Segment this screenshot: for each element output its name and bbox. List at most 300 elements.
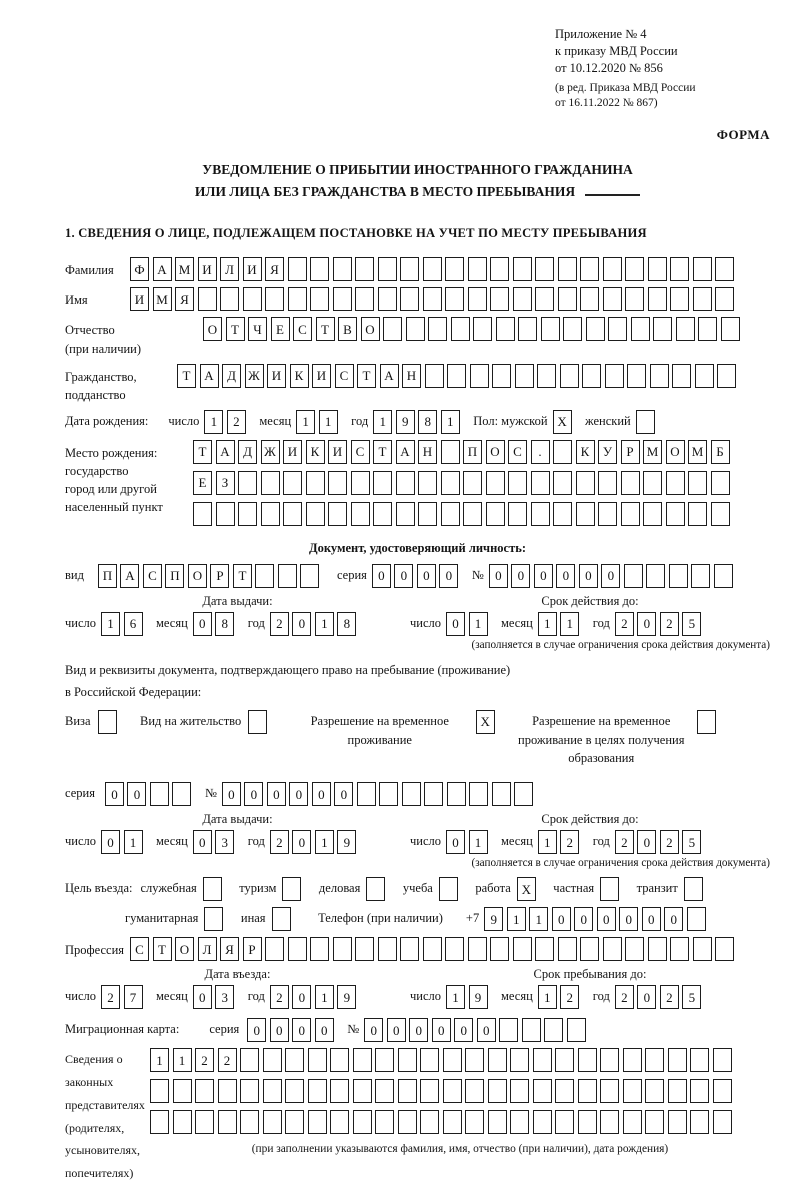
char-cell[interactable]: [646, 564, 665, 588]
char-cell[interactable]: Т: [233, 564, 252, 588]
char-cell[interactable]: [195, 1079, 214, 1103]
char-cell[interactable]: [605, 364, 624, 388]
char-cell[interactable]: [508, 502, 527, 526]
char-cell[interactable]: 3: [215, 830, 234, 854]
char-cell[interactable]: [420, 1110, 439, 1134]
char-cell[interactable]: О: [666, 440, 685, 464]
char-cell[interactable]: [544, 1018, 563, 1042]
char-cell[interactable]: [514, 782, 533, 806]
char-cell[interactable]: Р: [243, 937, 262, 961]
char-cell[interactable]: [684, 877, 703, 901]
char-cell[interactable]: М: [688, 440, 707, 464]
char-cell[interactable]: И: [283, 440, 302, 464]
char-cell[interactable]: [553, 471, 572, 495]
char-cell[interactable]: 0: [315, 1018, 334, 1042]
char-cell[interactable]: 0: [222, 782, 241, 806]
char-cell[interactable]: Н: [402, 364, 421, 388]
char-cell[interactable]: [666, 502, 685, 526]
char-cell[interactable]: [451, 317, 470, 341]
char-cell[interactable]: [715, 287, 734, 311]
char-cell[interactable]: 0: [417, 564, 436, 588]
char-cell[interactable]: [513, 257, 532, 281]
char-cell[interactable]: 0: [477, 1018, 496, 1042]
char-cell[interactable]: [218, 1110, 237, 1134]
char-cell[interactable]: 0: [597, 907, 616, 931]
char-cell[interactable]: Ф: [130, 257, 149, 281]
char-cell[interactable]: З: [216, 471, 235, 495]
char-cell[interactable]: [351, 502, 370, 526]
char-cell[interactable]: [396, 502, 415, 526]
char-cell[interactable]: [496, 317, 515, 341]
char-cell[interactable]: [690, 1110, 709, 1134]
char-cell[interactable]: [195, 1110, 214, 1134]
char-cell[interactable]: 0: [127, 782, 146, 806]
char-cell[interactable]: 1: [101, 612, 120, 636]
char-cell[interactable]: [669, 564, 688, 588]
char-cell[interactable]: [465, 1110, 484, 1134]
char-cell[interactable]: [625, 937, 644, 961]
char-cell[interactable]: [248, 710, 267, 734]
char-cell[interactable]: [468, 257, 487, 281]
char-cell[interactable]: 0: [552, 907, 571, 931]
char-cell[interactable]: И: [312, 364, 331, 388]
char-cell[interactable]: [650, 364, 669, 388]
char-cell[interactable]: [513, 287, 532, 311]
char-cell[interactable]: [150, 1110, 169, 1134]
char-cell[interactable]: О: [361, 317, 380, 341]
char-cell[interactable]: [603, 287, 622, 311]
char-cell[interactable]: [353, 1048, 372, 1072]
char-cell[interactable]: С: [293, 317, 312, 341]
char-cell[interactable]: [490, 287, 509, 311]
char-cell[interactable]: [261, 502, 280, 526]
char-cell[interactable]: [531, 502, 550, 526]
char-cell[interactable]: [713, 1079, 732, 1103]
char-cell[interactable]: 0: [489, 564, 508, 588]
char-cell[interactable]: [463, 471, 482, 495]
char-cell[interactable]: [306, 471, 325, 495]
char-cell[interactable]: 2: [560, 985, 579, 1009]
char-cell[interactable]: 0: [267, 782, 286, 806]
char-cell[interactable]: 0: [270, 1018, 289, 1042]
char-cell[interactable]: [698, 317, 717, 341]
char-cell[interactable]: Ж: [261, 440, 280, 464]
char-cell[interactable]: 8: [418, 410, 437, 434]
char-cell[interactable]: [518, 317, 537, 341]
char-cell[interactable]: [513, 937, 532, 961]
char-cell[interactable]: [533, 1079, 552, 1103]
char-cell[interactable]: 1: [446, 985, 465, 1009]
char-cell[interactable]: [468, 937, 487, 961]
char-cell[interactable]: [648, 287, 667, 311]
char-cell[interactable]: [555, 1048, 574, 1072]
char-cell[interactable]: [330, 1079, 349, 1103]
char-cell[interactable]: 0: [372, 564, 391, 588]
char-cell[interactable]: [627, 364, 646, 388]
char-cell[interactable]: [558, 287, 577, 311]
char-cell[interactable]: [300, 564, 319, 588]
char-cell[interactable]: [310, 937, 329, 961]
char-cell[interactable]: 2: [660, 612, 679, 636]
char-cell[interactable]: [576, 502, 595, 526]
char-cell[interactable]: [713, 1110, 732, 1134]
char-cell[interactable]: [373, 471, 392, 495]
char-cell[interactable]: [420, 1048, 439, 1072]
char-cell[interactable]: [406, 317, 425, 341]
char-cell[interactable]: [283, 502, 302, 526]
char-cell[interactable]: [672, 364, 691, 388]
char-cell[interactable]: [285, 1110, 304, 1134]
char-cell[interactable]: [636, 410, 655, 434]
char-cell[interactable]: [355, 287, 374, 311]
char-cell[interactable]: [288, 937, 307, 961]
char-cell[interactable]: Т: [226, 317, 245, 341]
char-cell[interactable]: 0: [446, 612, 465, 636]
char-cell[interactable]: 8: [337, 612, 356, 636]
char-cell[interactable]: С: [335, 364, 354, 388]
char-cell[interactable]: 2: [101, 985, 120, 1009]
char-cell[interactable]: А: [396, 440, 415, 464]
char-cell[interactable]: [631, 317, 650, 341]
char-cell[interactable]: П: [165, 564, 184, 588]
char-cell[interactable]: [396, 471, 415, 495]
char-cell[interactable]: [355, 257, 374, 281]
char-cell[interactable]: 2: [660, 985, 679, 1009]
char-cell[interactable]: [288, 257, 307, 281]
char-cell[interactable]: [648, 257, 667, 281]
char-cell[interactable]: [240, 1079, 259, 1103]
char-cell[interactable]: 1: [560, 612, 579, 636]
char-cell[interactable]: [578, 1110, 597, 1134]
char-cell[interactable]: [238, 471, 257, 495]
char-cell[interactable]: [668, 1048, 687, 1072]
char-cell[interactable]: Р: [621, 440, 640, 464]
char-cell[interactable]: [150, 1079, 169, 1103]
char-cell[interactable]: 0: [289, 782, 308, 806]
char-cell[interactable]: Д: [222, 364, 241, 388]
char-cell[interactable]: Т: [373, 440, 392, 464]
char-cell[interactable]: [240, 1110, 259, 1134]
char-cell[interactable]: 0: [619, 907, 638, 931]
char-cell[interactable]: 2: [615, 985, 634, 1009]
char-cell[interactable]: [333, 937, 352, 961]
char-cell[interactable]: [492, 782, 511, 806]
char-cell[interactable]: 0: [637, 985, 656, 1009]
char-cell[interactable]: С: [143, 564, 162, 588]
char-cell[interactable]: Я: [220, 937, 239, 961]
char-cell[interactable]: 0: [334, 782, 353, 806]
char-cell[interactable]: 0: [364, 1018, 383, 1042]
char-cell[interactable]: [510, 1048, 529, 1072]
char-cell[interactable]: [265, 287, 284, 311]
char-cell[interactable]: [653, 317, 672, 341]
char-cell[interactable]: А: [200, 364, 219, 388]
char-cell[interactable]: [198, 287, 217, 311]
char-cell[interactable]: С: [351, 440, 370, 464]
char-cell[interactable]: [351, 471, 370, 495]
char-cell[interactable]: [288, 287, 307, 311]
char-cell[interactable]: 1: [296, 410, 315, 434]
char-cell[interactable]: [447, 782, 466, 806]
char-cell[interactable]: [555, 1110, 574, 1134]
char-cell[interactable]: 0: [454, 1018, 473, 1042]
char-cell[interactable]: [578, 1079, 597, 1103]
char-cell[interactable]: 9: [484, 907, 503, 931]
char-cell[interactable]: 1: [529, 907, 548, 931]
char-cell[interactable]: [441, 502, 460, 526]
char-cell[interactable]: О: [188, 564, 207, 588]
char-cell[interactable]: [441, 440, 460, 464]
char-cell[interactable]: [567, 1018, 586, 1042]
char-cell[interactable]: [278, 564, 297, 588]
char-cell[interactable]: 2: [615, 612, 634, 636]
char-cell[interactable]: [531, 471, 550, 495]
char-cell[interactable]: [670, 937, 689, 961]
char-cell[interactable]: Т: [193, 440, 212, 464]
char-cell[interactable]: О: [203, 317, 222, 341]
char-cell[interactable]: 2: [227, 410, 246, 434]
char-cell[interactable]: [648, 937, 667, 961]
char-cell[interactable]: [469, 782, 488, 806]
char-cell[interactable]: X: [553, 410, 572, 434]
char-cell[interactable]: А: [380, 364, 399, 388]
char-cell[interactable]: [576, 471, 595, 495]
char-cell[interactable]: [623, 1048, 642, 1072]
char-cell[interactable]: [490, 257, 509, 281]
char-cell[interactable]: [643, 471, 662, 495]
char-cell[interactable]: [285, 1079, 304, 1103]
char-cell[interactable]: 9: [396, 410, 415, 434]
char-cell[interactable]: [150, 782, 169, 806]
char-cell[interactable]: [470, 364, 489, 388]
char-cell[interactable]: [308, 1048, 327, 1072]
char-cell[interactable]: 3: [215, 985, 234, 1009]
char-cell[interactable]: [423, 287, 442, 311]
char-cell[interactable]: [263, 1110, 282, 1134]
char-cell[interactable]: [98, 710, 117, 734]
char-cell[interactable]: [621, 471, 640, 495]
char-cell[interactable]: [515, 364, 534, 388]
char-cell[interactable]: 0: [534, 564, 553, 588]
char-cell[interactable]: Л: [198, 937, 217, 961]
char-cell[interactable]: [423, 257, 442, 281]
char-cell[interactable]: 0: [642, 907, 661, 931]
char-cell[interactable]: 0: [247, 1018, 266, 1042]
char-cell[interactable]: Р: [210, 564, 229, 588]
char-cell[interactable]: Н: [418, 440, 437, 464]
char-cell[interactable]: 2: [270, 612, 289, 636]
char-cell[interactable]: О: [175, 937, 194, 961]
char-cell[interactable]: М: [643, 440, 662, 464]
char-cell[interactable]: [353, 1079, 372, 1103]
char-cell[interactable]: [600, 1079, 619, 1103]
char-cell[interactable]: [693, 257, 712, 281]
char-cell[interactable]: Т: [153, 937, 172, 961]
char-cell[interactable]: [541, 317, 560, 341]
char-cell[interactable]: 0: [105, 782, 124, 806]
char-cell[interactable]: [688, 471, 707, 495]
char-cell[interactable]: 1: [441, 410, 460, 434]
char-cell[interactable]: [173, 1079, 192, 1103]
char-cell[interactable]: [468, 287, 487, 311]
char-cell[interactable]: [473, 317, 492, 341]
char-cell[interactable]: Т: [316, 317, 335, 341]
char-cell[interactable]: Т: [177, 364, 196, 388]
char-cell[interactable]: [379, 782, 398, 806]
char-cell[interactable]: [691, 564, 710, 588]
char-cell[interactable]: А: [216, 440, 235, 464]
char-cell[interactable]: [218, 1079, 237, 1103]
char-cell[interactable]: Б: [711, 440, 730, 464]
char-cell[interactable]: [486, 471, 505, 495]
char-cell[interactable]: .: [531, 440, 550, 464]
char-cell[interactable]: М: [153, 287, 172, 311]
char-cell[interactable]: 1: [315, 830, 334, 854]
char-cell[interactable]: И: [328, 440, 347, 464]
char-cell[interactable]: Ж: [245, 364, 264, 388]
char-cell[interactable]: [535, 287, 554, 311]
char-cell[interactable]: [690, 1048, 709, 1072]
char-cell[interactable]: [488, 1048, 507, 1072]
char-cell[interactable]: 2: [218, 1048, 237, 1072]
char-cell[interactable]: 1: [507, 907, 526, 931]
char-cell[interactable]: [418, 471, 437, 495]
char-cell[interactable]: [533, 1048, 552, 1072]
char-cell[interactable]: 2: [270, 830, 289, 854]
char-cell[interactable]: 0: [387, 1018, 406, 1042]
char-cell[interactable]: [715, 937, 734, 961]
char-cell[interactable]: 5: [682, 830, 701, 854]
char-cell[interactable]: 0: [432, 1018, 451, 1042]
char-cell[interactable]: [400, 257, 419, 281]
char-cell[interactable]: [398, 1110, 417, 1134]
char-cell[interactable]: 1: [373, 410, 392, 434]
char-cell[interactable]: [580, 937, 599, 961]
char-cell[interactable]: 0: [193, 612, 212, 636]
char-cell[interactable]: 0: [601, 564, 620, 588]
char-cell[interactable]: П: [98, 564, 117, 588]
char-cell[interactable]: [418, 502, 437, 526]
char-cell[interactable]: 0: [292, 830, 311, 854]
char-cell[interactable]: [216, 502, 235, 526]
char-cell[interactable]: И: [267, 364, 286, 388]
char-cell[interactable]: [488, 1110, 507, 1134]
char-cell[interactable]: [687, 907, 706, 931]
char-cell[interactable]: [172, 782, 191, 806]
char-cell[interactable]: [535, 257, 554, 281]
char-cell[interactable]: [578, 1048, 597, 1072]
char-cell[interactable]: [203, 877, 222, 901]
char-cell[interactable]: Ч: [248, 317, 267, 341]
char-cell[interactable]: [560, 364, 579, 388]
char-cell[interactable]: [285, 1048, 304, 1072]
char-cell[interactable]: [510, 1110, 529, 1134]
char-cell[interactable]: [713, 1048, 732, 1072]
char-cell[interactable]: [398, 1079, 417, 1103]
char-cell[interactable]: [553, 502, 572, 526]
char-cell[interactable]: [563, 317, 582, 341]
char-cell[interactable]: 9: [337, 985, 356, 1009]
char-cell[interactable]: [690, 1079, 709, 1103]
char-cell[interactable]: [600, 877, 619, 901]
char-cell[interactable]: [220, 287, 239, 311]
char-cell[interactable]: [711, 471, 730, 495]
char-cell[interactable]: [645, 1048, 664, 1072]
char-cell[interactable]: [586, 317, 605, 341]
char-cell[interactable]: [375, 1079, 394, 1103]
char-cell[interactable]: [263, 1079, 282, 1103]
char-cell[interactable]: 0: [193, 985, 212, 1009]
char-cell[interactable]: [598, 502, 617, 526]
char-cell[interactable]: У: [598, 440, 617, 464]
char-cell[interactable]: А: [120, 564, 139, 588]
char-cell[interactable]: П: [463, 440, 482, 464]
char-cell[interactable]: [711, 502, 730, 526]
char-cell[interactable]: [697, 710, 716, 734]
char-cell[interactable]: [490, 937, 509, 961]
char-cell[interactable]: [486, 502, 505, 526]
char-cell[interactable]: [283, 471, 302, 495]
char-cell[interactable]: [666, 471, 685, 495]
char-cell[interactable]: [553, 440, 572, 464]
char-cell[interactable]: [643, 502, 662, 526]
char-cell[interactable]: [522, 1018, 541, 1042]
char-cell[interactable]: [310, 257, 329, 281]
char-cell[interactable]: [488, 1079, 507, 1103]
char-cell[interactable]: 0: [292, 612, 311, 636]
char-cell[interactable]: 0: [193, 830, 212, 854]
char-cell[interactable]: 0: [637, 830, 656, 854]
char-cell[interactable]: [717, 364, 736, 388]
char-cell[interactable]: 1: [315, 612, 334, 636]
char-cell[interactable]: [688, 502, 707, 526]
char-cell[interactable]: И: [198, 257, 217, 281]
char-cell[interactable]: Л: [220, 257, 239, 281]
char-cell[interactable]: О: [486, 440, 505, 464]
char-cell[interactable]: 1: [538, 985, 557, 1009]
char-cell[interactable]: [373, 502, 392, 526]
char-cell[interactable]: [443, 1110, 462, 1134]
char-cell[interactable]: М: [175, 257, 194, 281]
char-cell[interactable]: 0: [101, 830, 120, 854]
char-cell[interactable]: 5: [682, 612, 701, 636]
char-cell[interactable]: 2: [660, 830, 679, 854]
char-cell[interactable]: 1: [469, 612, 488, 636]
char-cell[interactable]: [580, 287, 599, 311]
char-cell[interactable]: [282, 877, 301, 901]
char-cell[interactable]: [676, 317, 695, 341]
char-cell[interactable]: [465, 1048, 484, 1072]
char-cell[interactable]: 0: [409, 1018, 428, 1042]
char-cell[interactable]: [443, 1079, 462, 1103]
char-cell[interactable]: [693, 937, 712, 961]
char-cell[interactable]: [308, 1079, 327, 1103]
char-cell[interactable]: [555, 1079, 574, 1103]
char-cell[interactable]: [193, 502, 212, 526]
char-cell[interactable]: [603, 937, 622, 961]
char-cell[interactable]: [608, 317, 627, 341]
char-cell[interactable]: И: [130, 287, 149, 311]
char-cell[interactable]: 1: [124, 830, 143, 854]
char-cell[interactable]: [375, 1048, 394, 1072]
char-cell[interactable]: [645, 1079, 664, 1103]
char-cell[interactable]: [645, 1110, 664, 1134]
char-cell[interactable]: [310, 287, 329, 311]
char-cell[interactable]: Я: [175, 287, 194, 311]
char-cell[interactable]: 0: [439, 564, 458, 588]
char-cell[interactable]: 2: [195, 1048, 214, 1072]
char-cell[interactable]: 1: [538, 830, 557, 854]
